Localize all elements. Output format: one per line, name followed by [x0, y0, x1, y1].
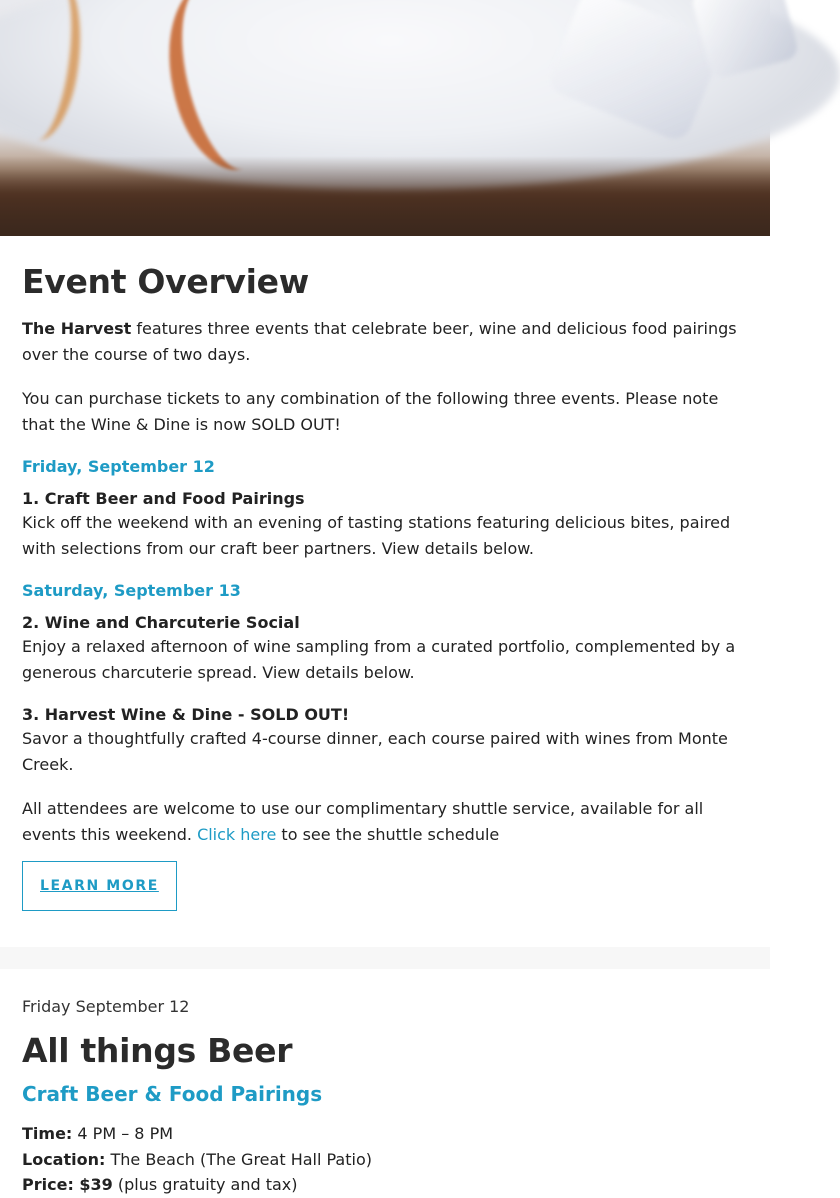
- event-desc-craft-beer: Kick off the weekend with an evening of tasting stations featuring delicious bites, paired with selections from our craft beer partners. View details below.: [22, 513, 731, 558]
- location-label: Location:: [22, 1149, 106, 1169]
- intro-text: features three events that celebrate beer, wine and delicious food pairings over the course of two days.: [22, 319, 737, 364]
- event-location: [22, 1147, 748, 1173]
- beer-event-section: [0, 996, 770, 1198]
- page-title: Event Overview: [22, 262, 309, 301]
- event-time: [22, 1121, 748, 1147]
- event-title: All things Beer: [22, 1031, 293, 1070]
- learn-more-button[interactable]: LEARN MORE: [22, 861, 177, 911]
- price-label: Price: $39: [22, 1175, 113, 1194]
- shuttle-text: All attendees are welcome to use our complimentary shuttle service, available for all events this weekend.: [22, 799, 704, 844]
- date-heading-saturday: Saturday, September 13: [22, 581, 241, 600]
- event-desc-wine-charcuterie: Enjoy a relaxed afternoon of wine sampling from a curated portfolio, complemented by a generous charcuterie spread. View details below.: [22, 637, 736, 682]
- shuttle-text-after: to see the shuttle schedule: [276, 824, 500, 844]
- event-price: [22, 1172, 748, 1198]
- event-desc-wine-dine: Savor a thoughtfully crafted 4-course dinner, each course paired with wines from Monte Creek.: [22, 729, 728, 774]
- section-divider: [0, 947, 770, 969]
- hero-image: [0, 0, 770, 236]
- date-heading-friday: Friday, September 12: [22, 457, 215, 476]
- event-name-wine-dine: 3. Harvest Wine & Dine - SOLD OUT!: [22, 705, 350, 724]
- location-value: The Beach (The Great Hall Patio): [105, 1149, 372, 1169]
- shuttle-paragraph: [22, 796, 748, 847]
- shuttle-schedule-link[interactable]: Click here: [197, 824, 277, 844]
- event-date-kicker: Friday September 12: [22, 997, 190, 1016]
- time-value: 4 PM – 8 PM: [72, 1124, 174, 1143]
- event-name-craft-beer: 1. Craft Beer and Food Pairings: [22, 489, 305, 508]
- tickets-note: You can purchase tickets to any combination of the following three events. Please note that the Wine & Dine is now SOLD OUT!: [22, 389, 719, 434]
- hero-shadow: [0, 156, 770, 236]
- intro-paragraph: [22, 316, 748, 367]
- event-subtitle: Craft Beer & Food Pairings: [22, 1082, 323, 1106]
- event-overview-section: [0, 236, 770, 947]
- intro-bold: The Harvest: [22, 319, 132, 338]
- time-label: Time:: [22, 1124, 73, 1143]
- price-value: (plus gratuity and tax): [112, 1175, 298, 1194]
- event-name-wine-charcuterie: 2. Wine and Charcuterie Social: [22, 613, 300, 632]
